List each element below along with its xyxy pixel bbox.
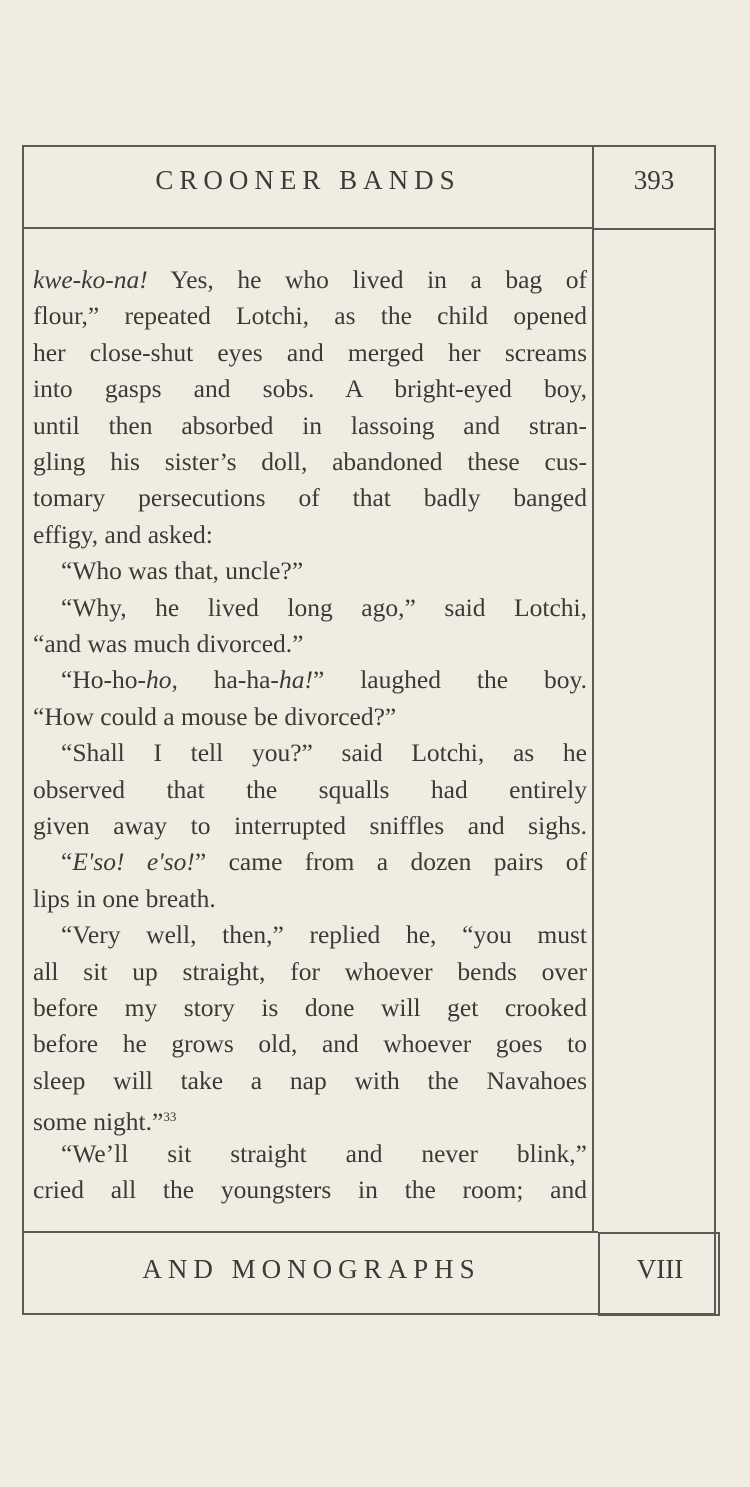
text-segment: some night.” bbox=[33, 1107, 164, 1137]
text-line bbox=[33, 371, 587, 407]
text-segment: “and was much divorced.” bbox=[33, 629, 304, 658]
text-segment: cried all the youngsters in the room; and bbox=[33, 1175, 587, 1204]
volume-number: VIII bbox=[636, 1254, 684, 1284]
text-segment: “Very well, then,” replied he, “you must bbox=[61, 920, 587, 950]
text-line bbox=[33, 517, 587, 553]
text-line bbox=[33, 626, 587, 662]
text-segment: tomary persecutions of that badly banged bbox=[33, 483, 587, 513]
text-line bbox=[33, 844, 587, 880]
text-line bbox=[33, 772, 587, 808]
text-segment: “Why, he lived long ago,” said Lotchi, bbox=[61, 592, 587, 622]
column-divider bbox=[592, 147, 594, 1233]
text-segment: lips in one breath. bbox=[33, 883, 216, 913]
text-line bbox=[33, 298, 587, 334]
text-segment: effigy, and asked: bbox=[33, 519, 213, 549]
footer-bottom-right bbox=[598, 1314, 720, 1316]
text-line bbox=[33, 662, 587, 698]
text-segment: sleep will take a nap with the Navahoes bbox=[33, 1065, 587, 1095]
running-title: CROONER BANDS bbox=[155, 165, 461, 195]
text-segment: into gasps and sobs. A bright-eyed boy, bbox=[33, 374, 587, 404]
text-segment: “We’ll sit straight and never blink,” bbox=[61, 1138, 587, 1168]
text-line bbox=[33, 408, 587, 444]
text-line bbox=[33, 335, 587, 371]
text-segment: “Ho-ho- bbox=[61, 665, 146, 695]
text-line bbox=[33, 881, 587, 917]
text-line bbox=[33, 1099, 587, 1135]
footer-rule bbox=[22, 1231, 598, 1233]
text-segment: until then absorbed in lassoing and stran- bbox=[33, 410, 587, 440]
text-segment: her close-shut eyes and merged her screams bbox=[33, 337, 587, 367]
text-line bbox=[33, 480, 587, 516]
text-segment: before my story is done will get crooked bbox=[33, 993, 587, 1022]
text-segment: “How could a mouse be divorced?” bbox=[33, 701, 397, 731]
text-segment: “Shall I tell you?” said Lotchi, as he bbox=[61, 738, 587, 768]
footer-rule-right bbox=[598, 1232, 720, 1234]
text-line bbox=[33, 262, 587, 298]
footnote-ref: 33 bbox=[163, 1109, 177, 1125]
text-segment: gling his sister’s doll, abandoned these cus- bbox=[33, 447, 587, 476]
text-segment: all sit up straight, for whoever bends over bbox=[33, 956, 587, 986]
text-segment: “ bbox=[61, 847, 73, 877]
text-line bbox=[33, 735, 587, 771]
text-line bbox=[33, 990, 587, 1026]
text-line bbox=[33, 444, 587, 480]
text-segment: ” laughed the boy. bbox=[312, 665, 587, 695]
text-segment: Yes, he who lived in a bag of bbox=[147, 265, 587, 294]
text-line bbox=[33, 590, 587, 626]
text-line bbox=[33, 553, 587, 589]
text-segment: “Who was that, uncle?” bbox=[61, 556, 304, 586]
header-rule bbox=[22, 227, 594, 229]
text-line bbox=[33, 954, 587, 990]
text-segment: ha! bbox=[278, 665, 313, 695]
text-segment: given away to interrupted sniffles and sighs. bbox=[33, 811, 587, 840]
text-line bbox=[33, 1136, 587, 1172]
text-segment: kwe-ko-na! bbox=[33, 265, 148, 294]
text-segment: ho, bbox=[145, 665, 178, 695]
text-line bbox=[33, 917, 587, 953]
page-number: 393 bbox=[633, 165, 675, 195]
text-line bbox=[33, 1172, 587, 1208]
text-segment: ” came from a dozen pairs of bbox=[194, 847, 587, 877]
text-line bbox=[33, 1026, 587, 1062]
series-title: AND MONOGRAPHS bbox=[142, 1254, 481, 1284]
text-segment: flour,” repeated Lotchi, as the child opened bbox=[33, 301, 587, 331]
text-line bbox=[33, 808, 587, 844]
header-rule-right bbox=[594, 228, 716, 230]
text-line bbox=[33, 699, 587, 735]
text-segment: E'so! e'so! bbox=[72, 847, 195, 877]
text-line bbox=[33, 1063, 587, 1099]
text-segment: observed that the squalls had entirely bbox=[33, 774, 587, 804]
text-segment: ha-ha- bbox=[177, 665, 279, 695]
text-segment: before he grows old, and whoever goes to bbox=[33, 1029, 587, 1059]
